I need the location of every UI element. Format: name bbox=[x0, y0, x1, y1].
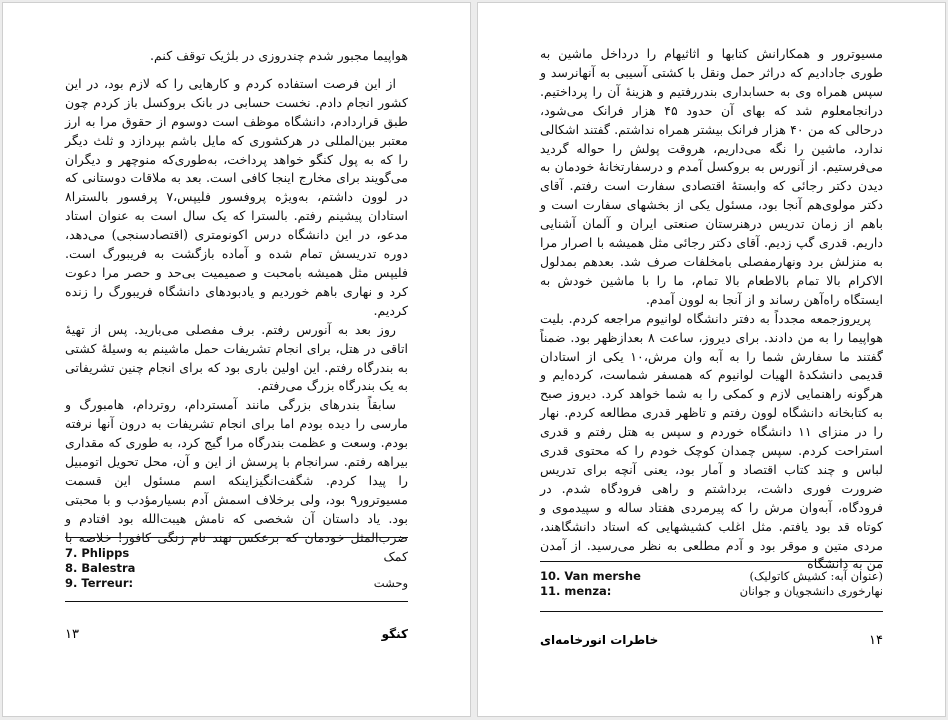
footnote-11-gloss: نهارخوری دانشجویان و جوانان bbox=[739, 584, 883, 598]
right-running-title: خاطرات انورخامه‌ای bbox=[540, 633, 659, 647]
left-paragraph-2: از این فرصت استفاده کردم و کارهایی را که لازم بود، در این کشور انجام دادم. نخست حسابی در بانک بروکسل باز کردم چون طبق قراردادم، دانشگاه موظف است دوسوم از حقوق مرا به ارز معتبر بین‌المللی در هرکشوری که مایل باشم بپردازد و ثلث دیگر را که به پول کنگو خواهد پرداخت، به‌طوری‌که منوچهر و دیگران می‌گویند برای مخارج اینجا کافی است. بعد به ملاقات دوستانی که در لوون داشتم، به‌ویژه پروفسور فلیپس،۷ پرفسور بالسترا۸ استادان پیشینم رفتم. بالسترا که یک سال است به عنوان استاد مدعو، در این دانشگاه درس اکونومتری (اقتصادسنجی) می‌دهد، دوره تدریسش تمام شده و آماده بازگشت به فریبورگ است. فلیپس مثل همیشه بامحبت و صمیمیت بی‌حد و حصر مرا دعوت کرد و نهاری باهم خوردیم و یادبودهای دانشگاه فریبورگ را زنده کردیم. bbox=[65, 75, 408, 318]
footnote-11-term: 11. menza: bbox=[540, 584, 612, 598]
footnote-7 bbox=[65, 546, 408, 561]
left-footnote-rule bbox=[65, 537, 408, 538]
left-footnotes bbox=[65, 546, 408, 591]
footnote-8 bbox=[65, 561, 408, 576]
footnote-10 bbox=[540, 569, 883, 584]
right-footer-rule bbox=[540, 611, 883, 612]
left-footer-rule bbox=[65, 601, 408, 602]
left-body-text bbox=[65, 47, 408, 566]
footnote-9-term: 9. Terreur: bbox=[65, 576, 134, 590]
footnote-10-term: 10. Van mershe bbox=[540, 569, 641, 583]
footnote-8-term: 8. Balestra bbox=[65, 561, 136, 575]
left-paragraph-3: روز بعد به آنورس رفتم. برف مفصلی می‌بارید. پس از تهیهٔ اتاقی در هتل، برای انجام تشریفات حمل ماشینم به وسیلهٔ کشتی به بندرگاه رفتم. این اولین باری بود که برای انجام چنین تشریفاتی به یک بندرگاه بزرگ می‌رفتم. bbox=[65, 321, 408, 394]
left-paragraph-1: هواپیما مجبور شدم چندروزی در بلژیک توقف کنم. bbox=[150, 48, 408, 63]
footnote-7-term: 7. Phlipps bbox=[65, 546, 130, 560]
left-paragraph-4: سابقاً بندرهای بزرگی مانند آمستردام، روتردام، هامبورگ و مارسی را دیده بودم اما برای انجام تشریفات به درون آنها نرفته بودم. وسعت و عظمت بندرگاه مرا گیج کرد، به طوری که مقداری بیراهه رفتم. سرانجام با پرسش از این و آن، محل تحویل اتومبیل را پیدا کردم. شگفت‌انگیزاینکه اسم مسئول این قسمت مسیوترور۹ بود، ولی برخلاف اسمش آدم بسیارمؤدب و با محبتی بود. یاد داستان آن شخصی که نامش هیبت‌الله بود افتادم و ضرب‌المثل خودمان که برعکس نهند نام زنگی کافور! خلاصه با کمک bbox=[65, 397, 408, 564]
left-page-number: ۱۳ bbox=[65, 627, 79, 642]
footnote-9-gloss: وحشت bbox=[373, 576, 408, 590]
right-paragraph-2: پریروزجمعه مجدداً به دفتر دانشگاه لوانیوم مراجعه کردم. بلیت هواپیما را به من دادند. برای دیروز، ساعت ۸ بعدازظهر بود. ضمناً گفتند ما سفارش شما را به آبه وان مرش،۱۰ یکی از استادان قدیمی دانشکدهٔ الهیات لوانیوم که همسفر شماست، کرده‌ایم و هرگونه راهنمایی لازم و کمکی را به شما خواهد کرد. دیروز صبح به کتابخانه دانشگاه لوون رفتم و تاظهر قدری مطالعه کردم. نهار را در منزای ۱۱ دانشگاه خوردم و سپس به هتل رفتم و قدری استراحت کردم. سپس چمدان کوچک خودم را که محتوی قدری لباس و چند کتاب اقتصاد و آمار بود، یعنی آنچه برای تدریس ضرورت فوری داشت، برداشتم و راهی فرودگاه شدم. در فرودگاه، آبه‌وان مرش را که پیرمردی هفتاد ساله و سپیدموی و کوتاه قد بود یافتم. مثل اغلب کشیشهایی که استاد دانشگاهند، مردی متین و موقر بود و آدم مطلعی به نظر می‌رسید. از آمدن من به دانشگاه bbox=[540, 310, 883, 572]
footnote-10-gloss: (عنوان آبه: کشیش کاتولیک) bbox=[749, 569, 883, 583]
right-page bbox=[477, 2, 946, 717]
left-running-title: کنگو bbox=[381, 627, 408, 641]
right-footnote-rule bbox=[540, 561, 883, 562]
left-page bbox=[2, 2, 471, 717]
right-running-footer bbox=[540, 633, 883, 648]
right-paragraph-1: مسیوترور و همکارانش کتابها و اثاثیهام را درداخل ماشین به طوری جادادیم که دراثر حمل ونقل با کشتی آسیبی به آنهانرسد و سپس همراه وی به حسابداری بندررفتیم و هزینهٔ آن را پرداختیم. درانجامعلوم شد که بهای آن حدود ۴۵ هزار فرانک می‌شود، درحالی که من ۴۰ هزار فرانک بیشتر همراه نداشتم. گفتند اشکالی ندارد، ماشین را نگه می‌داریم، هروقت پولش را حواله گردید می‌فرستیم. از آنورس به بروکسل آمدم و درسفارتخانهٔ خودمان به دیدن دکتر رجائی که وابستهٔ اقتصادی سفارت است رفتم. آقای دکتر مولوی‌هم آنجا بود، مسئول یکی از بخشهای سفارت است و باهم از زمان تدریس درهنرستان صنعتی ایران و آلمان آشنایی داریم. قدری گپ زدیم. آقای دکتر رجائی مثل همیشه با اصرار مرا به منزلش برد ونهارمفصلی بامخلفات صرف شد. بعدهم بمدلول الاکرام بالا تمام بالاطعام بالا تمام، ما را با ماشین خودش به ایستگاه راه‌آهن رساند و از آنجا به لوون آمدم. bbox=[540, 46, 883, 307]
right-page-number: ۱۴ bbox=[869, 633, 883, 648]
right-body-text bbox=[540, 45, 883, 574]
left-running-footer bbox=[65, 627, 408, 642]
footnote-11 bbox=[540, 584, 883, 599]
right-footnotes bbox=[540, 569, 883, 599]
footnote-9 bbox=[65, 576, 408, 591]
